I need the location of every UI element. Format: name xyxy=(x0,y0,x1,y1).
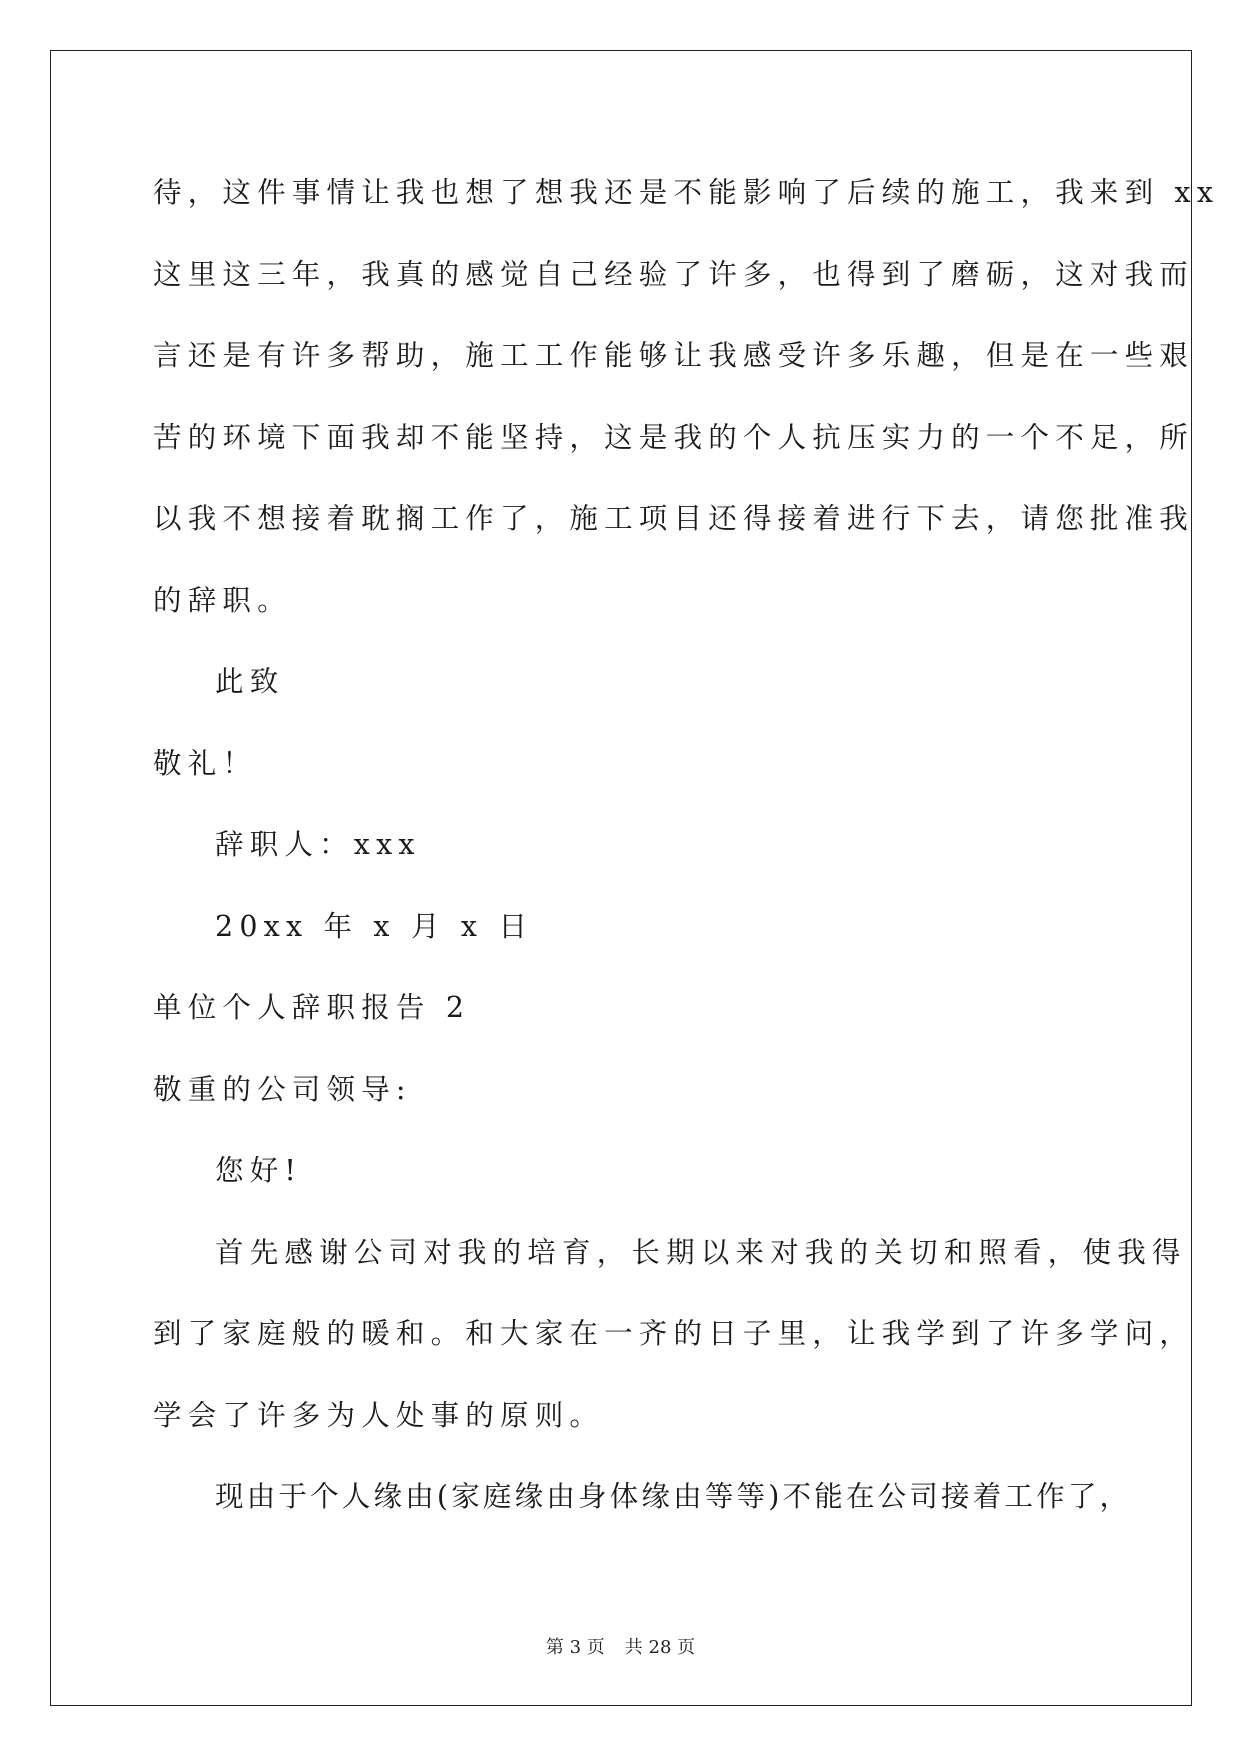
text-line: 言还是有许多帮助，施工工作能够让我感受许多乐趣，但是在一些艰 xyxy=(153,339,1195,372)
section-heading: 单位个人辞职报告 2 xyxy=(153,991,471,1024)
text-line: 首先感谢公司对我的培育，长期以来对我的关切和照看，使我得 xyxy=(215,1235,1187,1269)
closing-salutation: 此致 xyxy=(215,665,285,698)
closing-regards: 敬礼！ xyxy=(153,746,258,780)
text-line: 现由于个人缘由(家庭缘由身体缘由等等)不能在公司接着工作了， xyxy=(215,1480,1132,1513)
signature-name: 辞职人：xxx xyxy=(215,828,421,861)
letter-hello: 您好! xyxy=(215,1154,303,1187)
text-line: 以我不想接着耽搁工作了，施工项目还得接着进行下去，请您批准我 xyxy=(153,502,1195,535)
text-line: 这里这三年，我真的感觉自己经验了许多，也得到了磨砺，这对我而 xyxy=(153,257,1195,291)
text-line: 学会了许多为人处事的原则。 xyxy=(153,1398,605,1432)
letter-greeting: 敬重的公司领导: xyxy=(153,1072,412,1106)
document-body xyxy=(153,165,1220,1551)
page-total: 共 28 页 xyxy=(624,1637,696,1658)
signature-date: 20xx 年 x 月 x 日 xyxy=(215,909,534,943)
page-number: 第 3 页 xyxy=(545,1637,605,1658)
text-line: 待，这件事情让我也想了想我还是不能影响了后续的施工，我来到 xx xyxy=(153,176,1220,209)
text-line: 的辞职。 xyxy=(153,583,292,617)
text-line: 到了家庭般的暖和。和大家在一齐的日子里，让我学到了许多学问， xyxy=(153,1317,1195,1350)
text-line: 苦的环境下面我却不能坚持，这是我的个人抗压实力的一个不足，所 xyxy=(153,420,1195,454)
page-footer xyxy=(0,1636,1241,1660)
